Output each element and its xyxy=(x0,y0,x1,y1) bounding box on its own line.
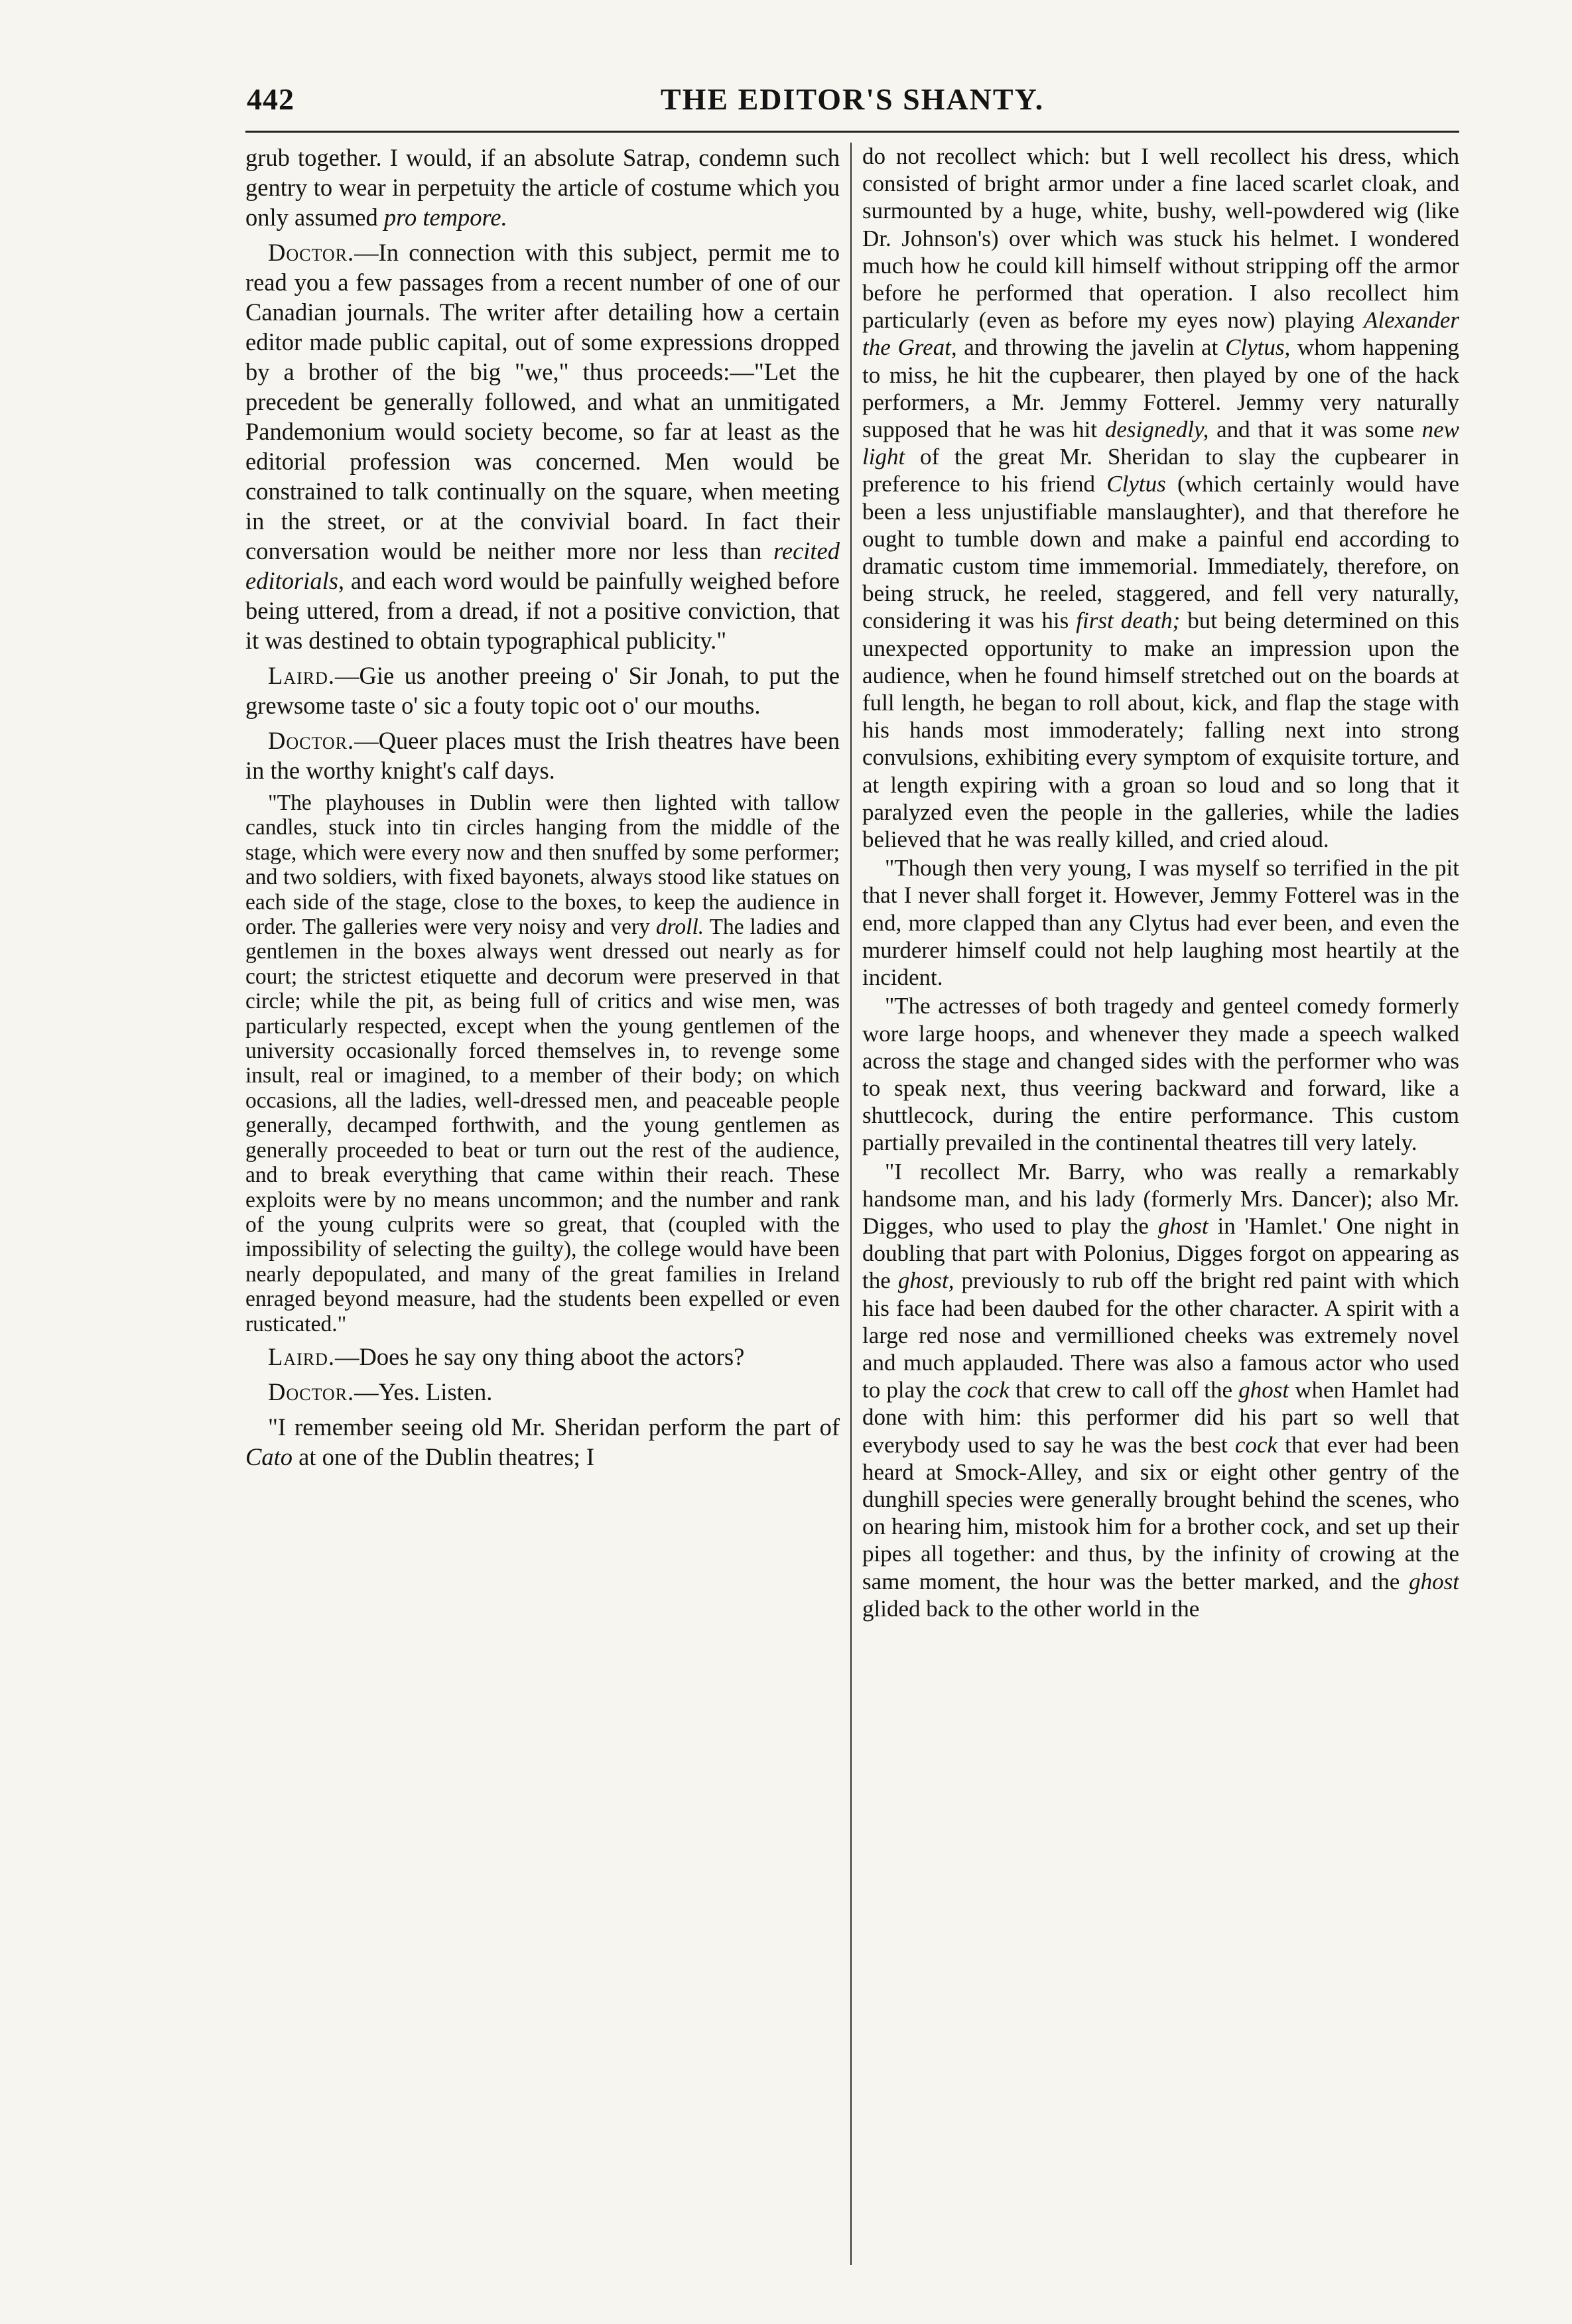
italic-text: new light xyxy=(862,417,1459,470)
text-run: "I remember seeing old Mr. Sheridan perform the part of xyxy=(268,1413,840,1441)
italic-text: cock xyxy=(966,1377,1010,1403)
text-run: —Yes. Listen. xyxy=(354,1378,493,1405)
paragraph xyxy=(862,143,1459,853)
text-run: that ever had been heard at Smock-Alley, and six or eight other gentry of the dunghill species were generally brought behind the scenes, who on hearing him, mistook him for a brother cock, and set up their pipes all together: and thus, by the infinity of crowing at the same moment, the hour was the better marked, and the xyxy=(862,1431,1459,1594)
running-title: THE EDITOR'S SHANTY. xyxy=(660,82,1045,116)
paragraph xyxy=(245,1377,840,1407)
text-run: of the great Mr. Sheridan to slay the cupbearer in preference to his friend xyxy=(862,444,1459,497)
page-number: 442 xyxy=(247,82,295,116)
running-header xyxy=(245,76,1459,123)
page xyxy=(245,76,1459,2272)
right-column xyxy=(862,143,1459,2268)
italic-text: ghost xyxy=(1157,1212,1209,1239)
italic-text: recited editorials, xyxy=(245,537,840,594)
paragraph xyxy=(862,854,1459,991)
left-column xyxy=(245,143,840,2268)
text-run: —In connection with this subject, permit me to read you a few passages from a recent number of one of our Canadian journals. The writer after detailing how a certain editor made public capital, out of some expressions dropped by a brother of the big "we," thus proceeds:—"Let the precedent be generally followed, and what an unmitigated Pandemonium would society become, so far at least as the editorial profession was concerned. Men would be constrained to talk continually on the square, when meeting in the street, or at the convivial board. In fact their conversation would be neither more nor less than xyxy=(245,239,840,564)
quoted-passage xyxy=(245,791,840,1336)
italic-text: Clytus, xyxy=(1225,334,1291,361)
text-run: (which certainly would have been a less unjustifiable manslaughter), and that therefore he ought to tumble down and make a painful end according to dramatic custom time immemorial. Immediately, therefore, on being struck, he reeled, staggered, and fell very naturally, considering it was his xyxy=(862,471,1459,634)
text-run: but being determined on this unexpected opportunity to make an impression upon the audience, when he found himself stretched out on the boards at full length, he began to roll about, kick, and flap the stage with his hands most immoderately; falling next into strong convulsions, exhibiting every symptom of exquisite torture, and at length expiring with a groan so loud and so long that it paralyzed even the people in the galleries, while the ladies believed that he was really killed, and cried aloud. xyxy=(862,608,1459,853)
italic-text: ghost xyxy=(1409,1568,1459,1594)
italic-text: ghost, xyxy=(897,1267,954,1294)
paragraph xyxy=(245,237,840,655)
paragraph xyxy=(862,1158,1459,1622)
text-run: grub together. I would, if an absolute Satrap, condemn such gentry to wear in perpetuity the article of costume which you only assumed xyxy=(245,144,840,231)
paragraph xyxy=(245,661,840,720)
paragraph xyxy=(245,143,840,232)
paragraph xyxy=(245,726,840,785)
speaker-name: Laird. xyxy=(268,1342,335,1370)
text-run: "The playhouses in Dublin were then lighted with tallow candles, stuck into tin circles hanging from the middle of the stage, which were every now and then snuffed by some performer; and two soldiers, with fixed bayonets, always stood like statues on each side of the stage, close to the boxes, to keep the audience in order. The galleries were very noisy and very xyxy=(245,791,840,940)
italic-text: first death; xyxy=(1076,608,1181,634)
text-run: when Hamlet had done with him: this performer did his part so well that everybody used to say he was the best xyxy=(862,1377,1459,1458)
text-run: and each word would be painfully weighed before being uttered, from a dread, if not a positive conviction, that it was destined to obtain typographical publicity." xyxy=(245,567,840,654)
speaker-name: Doctor. xyxy=(268,239,355,266)
paragraph xyxy=(245,1412,840,1472)
italic-text: Alexander the Great, xyxy=(862,307,1459,361)
speaker-name: Doctor. xyxy=(268,1378,355,1405)
italic-text: designedly, xyxy=(1104,417,1209,443)
italic-text: Cato xyxy=(245,1443,293,1470)
text-run: —Gie us another preeing o' Sir Jonah, to put the grewsome taste o' sic a fouty topic oot o' our mouths. xyxy=(245,662,840,719)
text-run: The ladies and gentlemen in the boxes always went dressed out nearly as for court; the strictest etiquette and decorum were preserved in that circle; while the pit, as being full of critics and wise men, was particularly respected, except when the young gentlemen of the university occasionally forced themselves in, to revenge some insult, real or imagined, to a member of their body; on which occasions, all the ladies, well-dressed men, and peaceable people generally, decamped forthwith, and the young gentlemen as generally proceeded to beat or turn out the rest of the audience, and to break everything that came within their reach. These exploits were by no means uncommon; and the number and rank of the young culprits were so great, that (coupled with the impossibility of selecting the guilty), the college would have been nearly depopulated, and many of the great families in Ireland enraged beyond measure, had the students been expelled or even rusticated." xyxy=(245,915,840,1336)
text-run: and that it was some xyxy=(1209,417,1422,443)
text-run: "Though then very young, I was myself so terrified in the pit that I never shall forget it. However, Jemmy Fotterel was in the end, more clapped than any Clytus had ever been, and even the murderer himself could not help laughing most heartily at the incident. xyxy=(862,855,1459,991)
italic-text: Clytus xyxy=(1106,471,1166,497)
paragraph xyxy=(862,992,1459,1156)
text-run: whom happening to miss, he hit the cupbearer, then played by one of the hack performers, a Mr. Jemmy Fotterel. Jemmy very naturally supposed that he was hit xyxy=(862,334,1459,443)
text-run: in 'Hamlet.' One night in doubling that part with Polonius, Digges forgot on appearing as the xyxy=(862,1212,1459,1294)
text-run: that crew to call off the xyxy=(1009,1377,1239,1403)
italic-text: cock xyxy=(1234,1431,1277,1458)
text-run: do not recollect which: but I well recollect his dress, which consisted of bright armor under a fine laced scarlet cloak, and surmounted by a huge, white, bushy, well-powdered wig (like Dr. Johnson's) over which was stuck his helmet. I wondered much how he could kill himself without stripping off the armor before he performed that operation. I also recollect him particularly (even as before my eyes now) playing xyxy=(862,143,1459,334)
text-run: previously to rub off the bright red paint with which his face had been daubed for the other character. A spirit with a large red nose and vermillioned cheeks was extremely novel and much applauded. There was also a famous actor who used to play the xyxy=(862,1267,1459,1403)
speaker-name: Laird. xyxy=(268,662,335,689)
text-run: glided back to the other world in the xyxy=(862,1595,1200,1622)
text-run: "I recollect Mr. Barry, who was really a remarkably handsome man, and his lady (formerly Mrs. Dancer); also Mr. Digges, who used to play the xyxy=(862,1158,1459,1239)
text-run: and throwing the javelin at xyxy=(956,334,1226,361)
speaker-name: Doctor. xyxy=(268,727,355,754)
column-divider xyxy=(850,143,852,2265)
text-run: at one of the Dublin theatres; I xyxy=(293,1443,595,1470)
text-run: "The actresses of both tragedy and genteel comedy formerly wore large hoops, and whenever they made a speech walked across the stage and changed sides with the performer who was to speak next, thus veering backward and forward, like a shuttlecock, during the entire performance. This custom partially prevailed in the continental theatres till very lately. xyxy=(862,993,1459,1156)
text-run: —Queer places must the Irish theatres have been in the worthy knight's calf days. xyxy=(245,727,840,784)
header-rule xyxy=(245,131,1459,133)
paragraph xyxy=(245,1342,840,1372)
text-run: —Does he say ony thing aboot the actors? xyxy=(334,1342,745,1370)
italic-text: ghost xyxy=(1238,1377,1289,1403)
italic-text: droll. xyxy=(655,915,704,940)
italic-text: pro tempore. xyxy=(383,204,507,231)
